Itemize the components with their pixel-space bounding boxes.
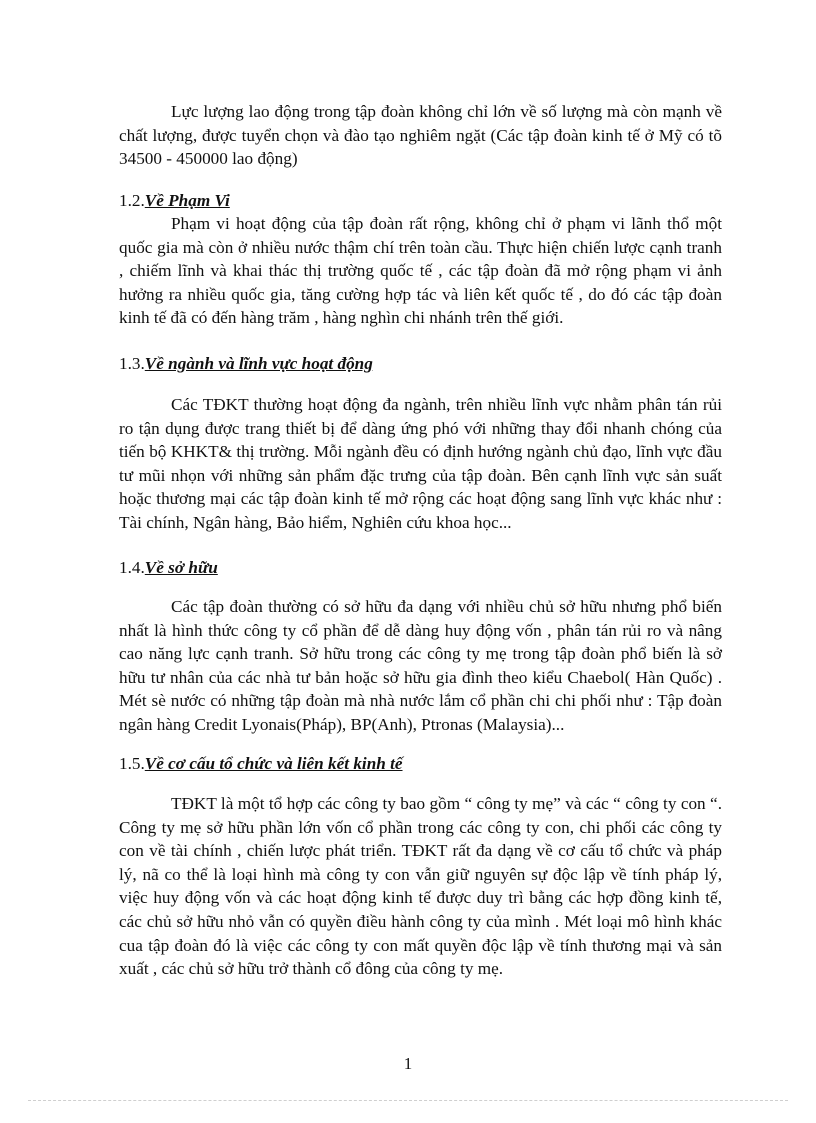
paragraph-structure: TĐKT là một tổ hợp các công ty bao gồm “ công ty mẹ” và các “ công ty con “. Công ty mẹ sở hữu phần lớn vốn cổ phần trong các công ty con, chi phối các công ty con về tài chính , chiến lược phát triển. TĐKT rất đa dạng về cơ cấu tổ chức và pháp lý, nã co thể là loại hình mà công ty con vẫn giữ nguyên sự độc lập về tính pháp lý, việc huy động vốn và các hoạt động kinh tế được duy trì bằng các hợp đồng kinh tế, các chủ sở hữu nhỏ vẫn có quyền điều hành công ty của mình . Mét loại mô hình khác cua tập đoàn đó là việc các công ty con mất quyền độc lập về tính thương mại và sản xuất , các chủ sở hữu trở thành cổ đông của công ty mẹ. (119, 794, 722, 979)
paragraph-scope: Phạm vi hoạt động của tập đoàn rất rộng, không chỉ ở phạm vi lãnh thổ một quốc gia mà còn ở nhiều nước thậm chí trên toàn cầu. Thực hiện chiến lược cạnh tranh , chiếm lĩnh và khai thác thị trường quốc tế , các tập đoàn đã mở rộng phạm vi ảnh hưởng ra nhiều quốc gia, tăng cường hợp tác và liên kết quốc tế , do đó các tập đoàn kinh tế đã có đến hàng trăm , hàng nghìn chi nhánh trên thế giới. (119, 214, 722, 328)
heading-title: Về cơ cấu tổ chức và liên kết kinh tế (144, 754, 403, 773)
paragraph-ownership: Các tập đoàn thường có sở hữu đa dạng với nhiều chủ sở hữu nhưng phổ biến nhất là hình thức công ty cổ phần để dễ dàng huy động vốn , phân tán rủi ro và nâng cao năng lực cạnh tranh. Sở hữu trong các công ty mẹ trong tập đoàn phổ biến là sở hữu tư nhân của các nhà tư bản hoặc sở hữu gia đình theo kiểu Chaebol( Hàn Quốc) . Mét sè nước có những tập đoàn mà nhà nước lắm cổ phần chi chi phối như : Tập đoàn ngân hàng Credit Lyonais(Pháp), BP(Anh), Ptronas (Malaysia)... (119, 597, 722, 734)
heading-number: 1.2. (119, 191, 145, 210)
heading-1-4 (119, 556, 218, 580)
page-number: 1 (403, 1054, 413, 1073)
heading-title: Về Phạm Vi (144, 191, 230, 210)
heading-number: 1.4. (119, 558, 145, 577)
heading-number: 1.5. (119, 754, 145, 773)
paragraph-workforce: Lực lượng lao động trong tập đoàn không chỉ lớn về số lượng mà còn mạnh về chất lượng, được tuyển chọn và đào tạo nghiêm ngặt (Các tập đoàn kinh tế ở Mỹ có tõ 34500 - 450000 lao động) (119, 102, 722, 169)
heading-1-5 (119, 752, 403, 776)
heading-number: 1.3. (119, 354, 145, 373)
heading-1-3 (119, 352, 373, 376)
heading-title: Về ngành và lĩnh vực hoạt động (144, 354, 373, 373)
heading-1-2 (119, 189, 230, 213)
page-divider (28, 1100, 788, 1101)
paragraph-sectors: Các TĐKT thường hoạt động đa ngành, trên nhiều lĩnh vực nhằm phân tán rủi ro tận dụng được trang thiết bị để dàng ứng phó với những thay đổi nhanh chóng của tiến bộ KHKT& thị trường. Mỗi ngành đều có định hướng ngành chủ đạo, lĩnh vực đầu tư mũi nhọn với những sản phẩm đặc trưng của tập đoàn. Bên cạnh lĩnh vực sản suất hoặc thương mại các tập đoàn kinh tế mở rộng các hoạt động sang lĩnh vực khác như : Tài chính, Ngân hàng, Bảo hiểm, Nghiên cứu khoa học... (119, 395, 722, 532)
heading-title: Về sở hữu (144, 558, 218, 577)
